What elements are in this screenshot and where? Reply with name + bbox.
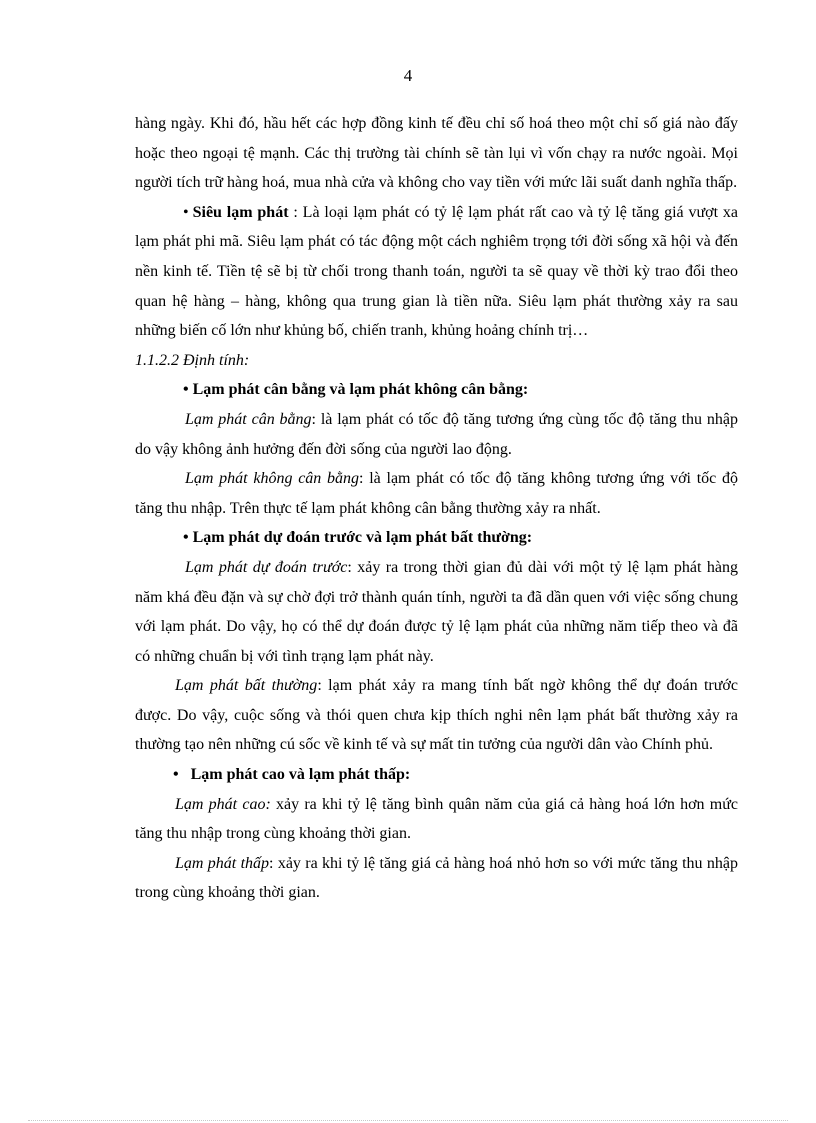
paragraph-sieu-lam-phat xyxy=(135,198,738,346)
definition-lam-phat-cao: xảy ra khi tỷ lệ tăng bình quân năm của giá cả hàng hoá lớn hơn mức tăng thu nhập trong cùng khoảng thời gian. xyxy=(135,795,739,843)
definition-lam-phat-thap: : xảy ra khi tỷ lệ tăng giá cả hàng hoá nhỏ hơn so với mức tăng thu nhập trong cùng khoảng thời gian. xyxy=(135,854,738,902)
definition-khong-can-bang: : là lạm phát có tốc độ tăng không tương ứng với tốc độ tăng thu nhập. Trên thực tế lạm phát không cân bằng thường xảy ra nhất. xyxy=(135,470,738,517)
paragraph-khong-can-bang xyxy=(135,464,738,523)
definition-can-bang: : là lạm phát có tốc độ tăng tương ứng cùng tốc độ tăng thu nhập do vậy không ảnh hưởng đến đời sống của người lao động. xyxy=(135,410,738,458)
bullet-icon: • xyxy=(183,203,189,221)
term-sieu-lam-phat: Siêu lạm phát xyxy=(192,203,289,221)
term-du-doan-truoc: Lạm phát dự đoán trước xyxy=(185,558,348,576)
subheading-cao-thap-text: Lạm phát cao và lạm phát thấp: xyxy=(190,766,411,784)
paragraph-can-bang xyxy=(135,405,738,464)
term-bat-thuong: Lạm phát bất thường xyxy=(175,677,318,695)
subheading-du-doan xyxy=(135,523,738,553)
paragraph-hyperinflation-consequences: hàng ngày. Khi đó, hầu hết các hợp đồng kinh tế đều chỉ số hoá theo một chỉ số giá nào đấy hoặc theo ngoại tệ mạnh. Các thị trường tài chính sẽ tàn lụi vì vốn chạy ra nước ngoài. Mọi người tích trữ hàng hoá, mua nhà cửa và không cho vay tiền với mức lãi suất danh nghĩa thấp. xyxy=(135,115,738,192)
term-lam-phat-cao: Lạm phát cao: xyxy=(175,795,271,813)
page-number: 4 xyxy=(403,66,413,85)
definition-du-doan-truoc: : xảy ra trong thời gian đủ dài với một tỷ lệ lạm phát hàng năm khá đều đặn và sự chờ đợi trở thành quán tính, người ta đã dần quen với việc sống chung với lạm phát. Do vậy, họ có thể dự đoán được tỷ lệ lạm phát của những năm tiếp theo và đã có những chuẩn bị với tình trạng lạm phát này. xyxy=(135,558,739,665)
document-body xyxy=(135,109,738,908)
term-khong-can-bang: Lạm phát không cân bằng xyxy=(185,470,360,488)
term-can-bang: Lạm phát cân bằng xyxy=(185,410,312,428)
subheading-du-doan-text: Lạm phát dự đoán trước và lạm phát bất thường: xyxy=(192,529,533,547)
section-label-dinh-tinh: 1.1.2.2 Định tính: xyxy=(135,351,250,369)
bullet-icon: • xyxy=(173,766,179,784)
paragraph-lam-phat-thap xyxy=(135,849,738,908)
subheading-cao-thap xyxy=(135,760,738,790)
definition-sieu-lam-phat: : Là loại lạm phát có tỷ lệ lạm phát rất cao và tỷ lệ tăng giá vượt xa lạm phát phi mã. Siêu lạm phát có tác động một cách nghiêm trọng tới đời sống xã hội và đến nền kinh tế. Tiền tệ sẽ bị từ chối trong thanh toán, người ta sẽ quay về thời kỳ trao đổi theo quan hệ hàng – hàng, không qua trung gian là tiền nữa. Siêu lạm phát thường xảy ra sau những biến cố lớn như khủng bố, chiến tranh, khủng hoảng chính trị… xyxy=(135,203,738,340)
definition-bat-thuong: : lạm phát xảy ra mang tính bất ngờ không thể dự đoán trước được. Do vậy, cuộc sống và thói quen chưa kịp thích nghi nên lạm phát bất thường xảy ra thường tạo nên những cú sốc về kinh tế và sự mất tin tưởng của người dân vào Chính phủ. xyxy=(135,677,738,754)
term-lam-phat-thap: Lạm phát thấp xyxy=(175,854,270,872)
section-heading xyxy=(135,346,738,376)
paragraph-du-doan-truoc xyxy=(135,553,738,671)
paragraph-lam-phat-cao xyxy=(135,790,738,849)
subheading-can-bang-text: Lạm phát cân bằng và lạm phát không cân bằng: xyxy=(192,381,529,399)
bullet-icon: • xyxy=(183,529,189,547)
bullet-icon: • xyxy=(183,381,189,399)
subheading-can-bang xyxy=(135,375,738,405)
paragraph-bat-thuong xyxy=(135,671,738,760)
page-bottom-border xyxy=(28,1120,788,1121)
